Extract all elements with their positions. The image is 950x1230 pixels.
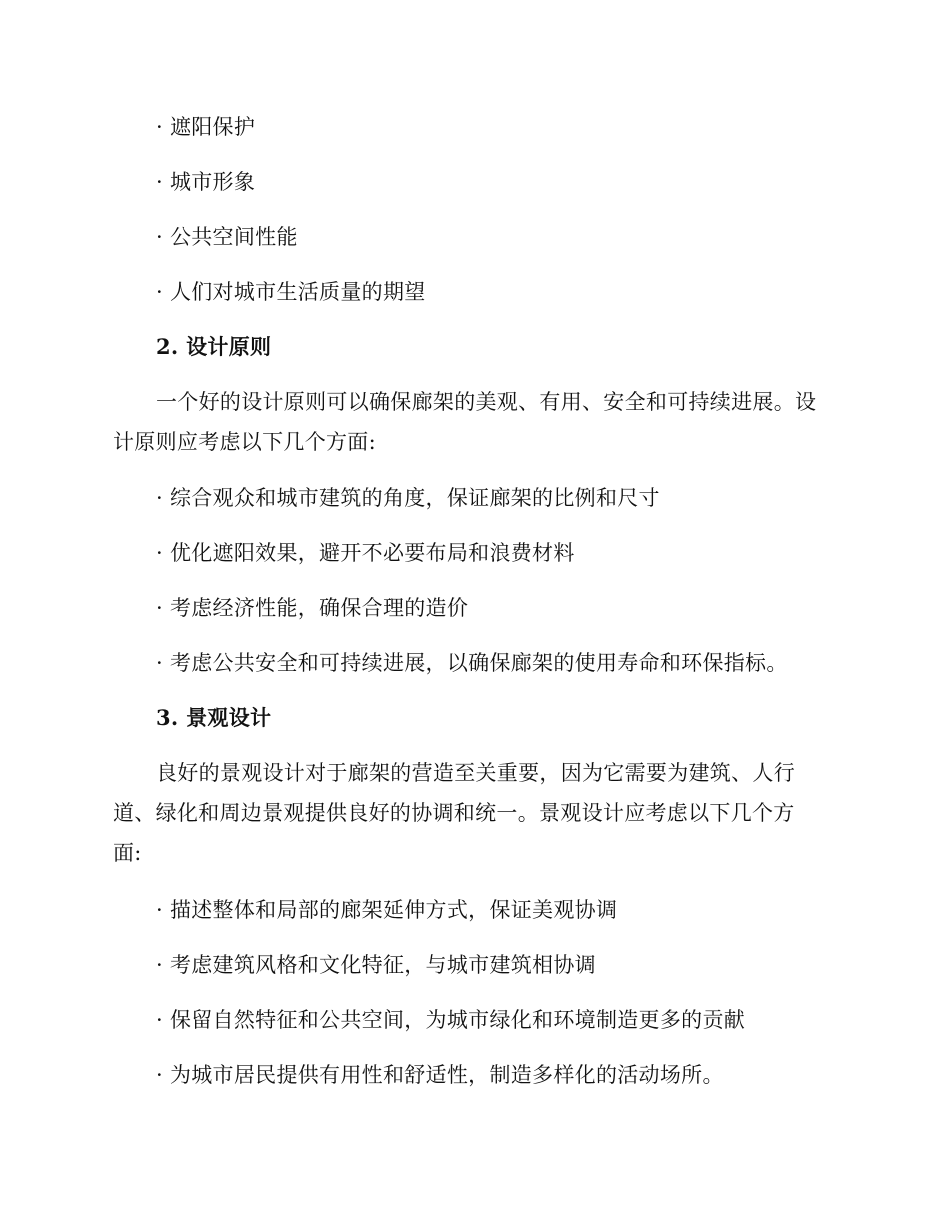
bullet-item: · 描述整体和局部的廊架延伸方式，保证美观协调 [156, 898, 618, 922]
paragraph-line: 面: [113, 841, 142, 865]
paragraph-line: 良好的景观设计对于廊架的营造至关重要，因为它需要为建筑、人行 [156, 761, 795, 785]
bullet-item: · 人们对城市生活质量的期望 [156, 280, 426, 304]
bullet-item: · 综合观众和城市建筑的角度，保证廊架的比例和尺寸 [156, 486, 660, 510]
bullet-item: · 城市形象 [156, 170, 256, 194]
bullet-item: · 保留自然特征和公共空间，为城市绿化和环境制造更多的贡献 [156, 1008, 746, 1032]
section-heading: 3. 景观设计 [156, 705, 272, 730]
paragraph-line: 计原则应考虑以下几个方面: [113, 430, 376, 454]
paragraph-line: 道、绿化和周边景观提供良好的协调和统一。景观设计应考虑以下几个方 [113, 801, 795, 825]
bullet-item: · 考虑建筑风格和文化特征，与城市建筑相协调 [156, 953, 596, 977]
bullet-item: · 遮阳保护 [156, 115, 256, 139]
section-heading: 2. 设计原则 [156, 334, 272, 359]
paragraph-line: 一个好的设计原则可以确保廊架的美观、有用、安全和可持续进展。设 [156, 390, 817, 414]
bullet-item: · 公共空间性能 [156, 225, 298, 249]
bullet-item: · 为城市居民提供有用性和舒适性，制造多样化的活动场所。 [156, 1063, 724, 1087]
bullet-item: · 考虑经济性能，确保合理的造价 [156, 596, 469, 620]
bullet-item: · 考虑公共安全和可持续进展，以确保廊架的使用寿命和环保指标。 [156, 651, 788, 675]
bullet-item: · 优化遮阳效果，避开不必要布局和浪费材料 [156, 541, 575, 565]
